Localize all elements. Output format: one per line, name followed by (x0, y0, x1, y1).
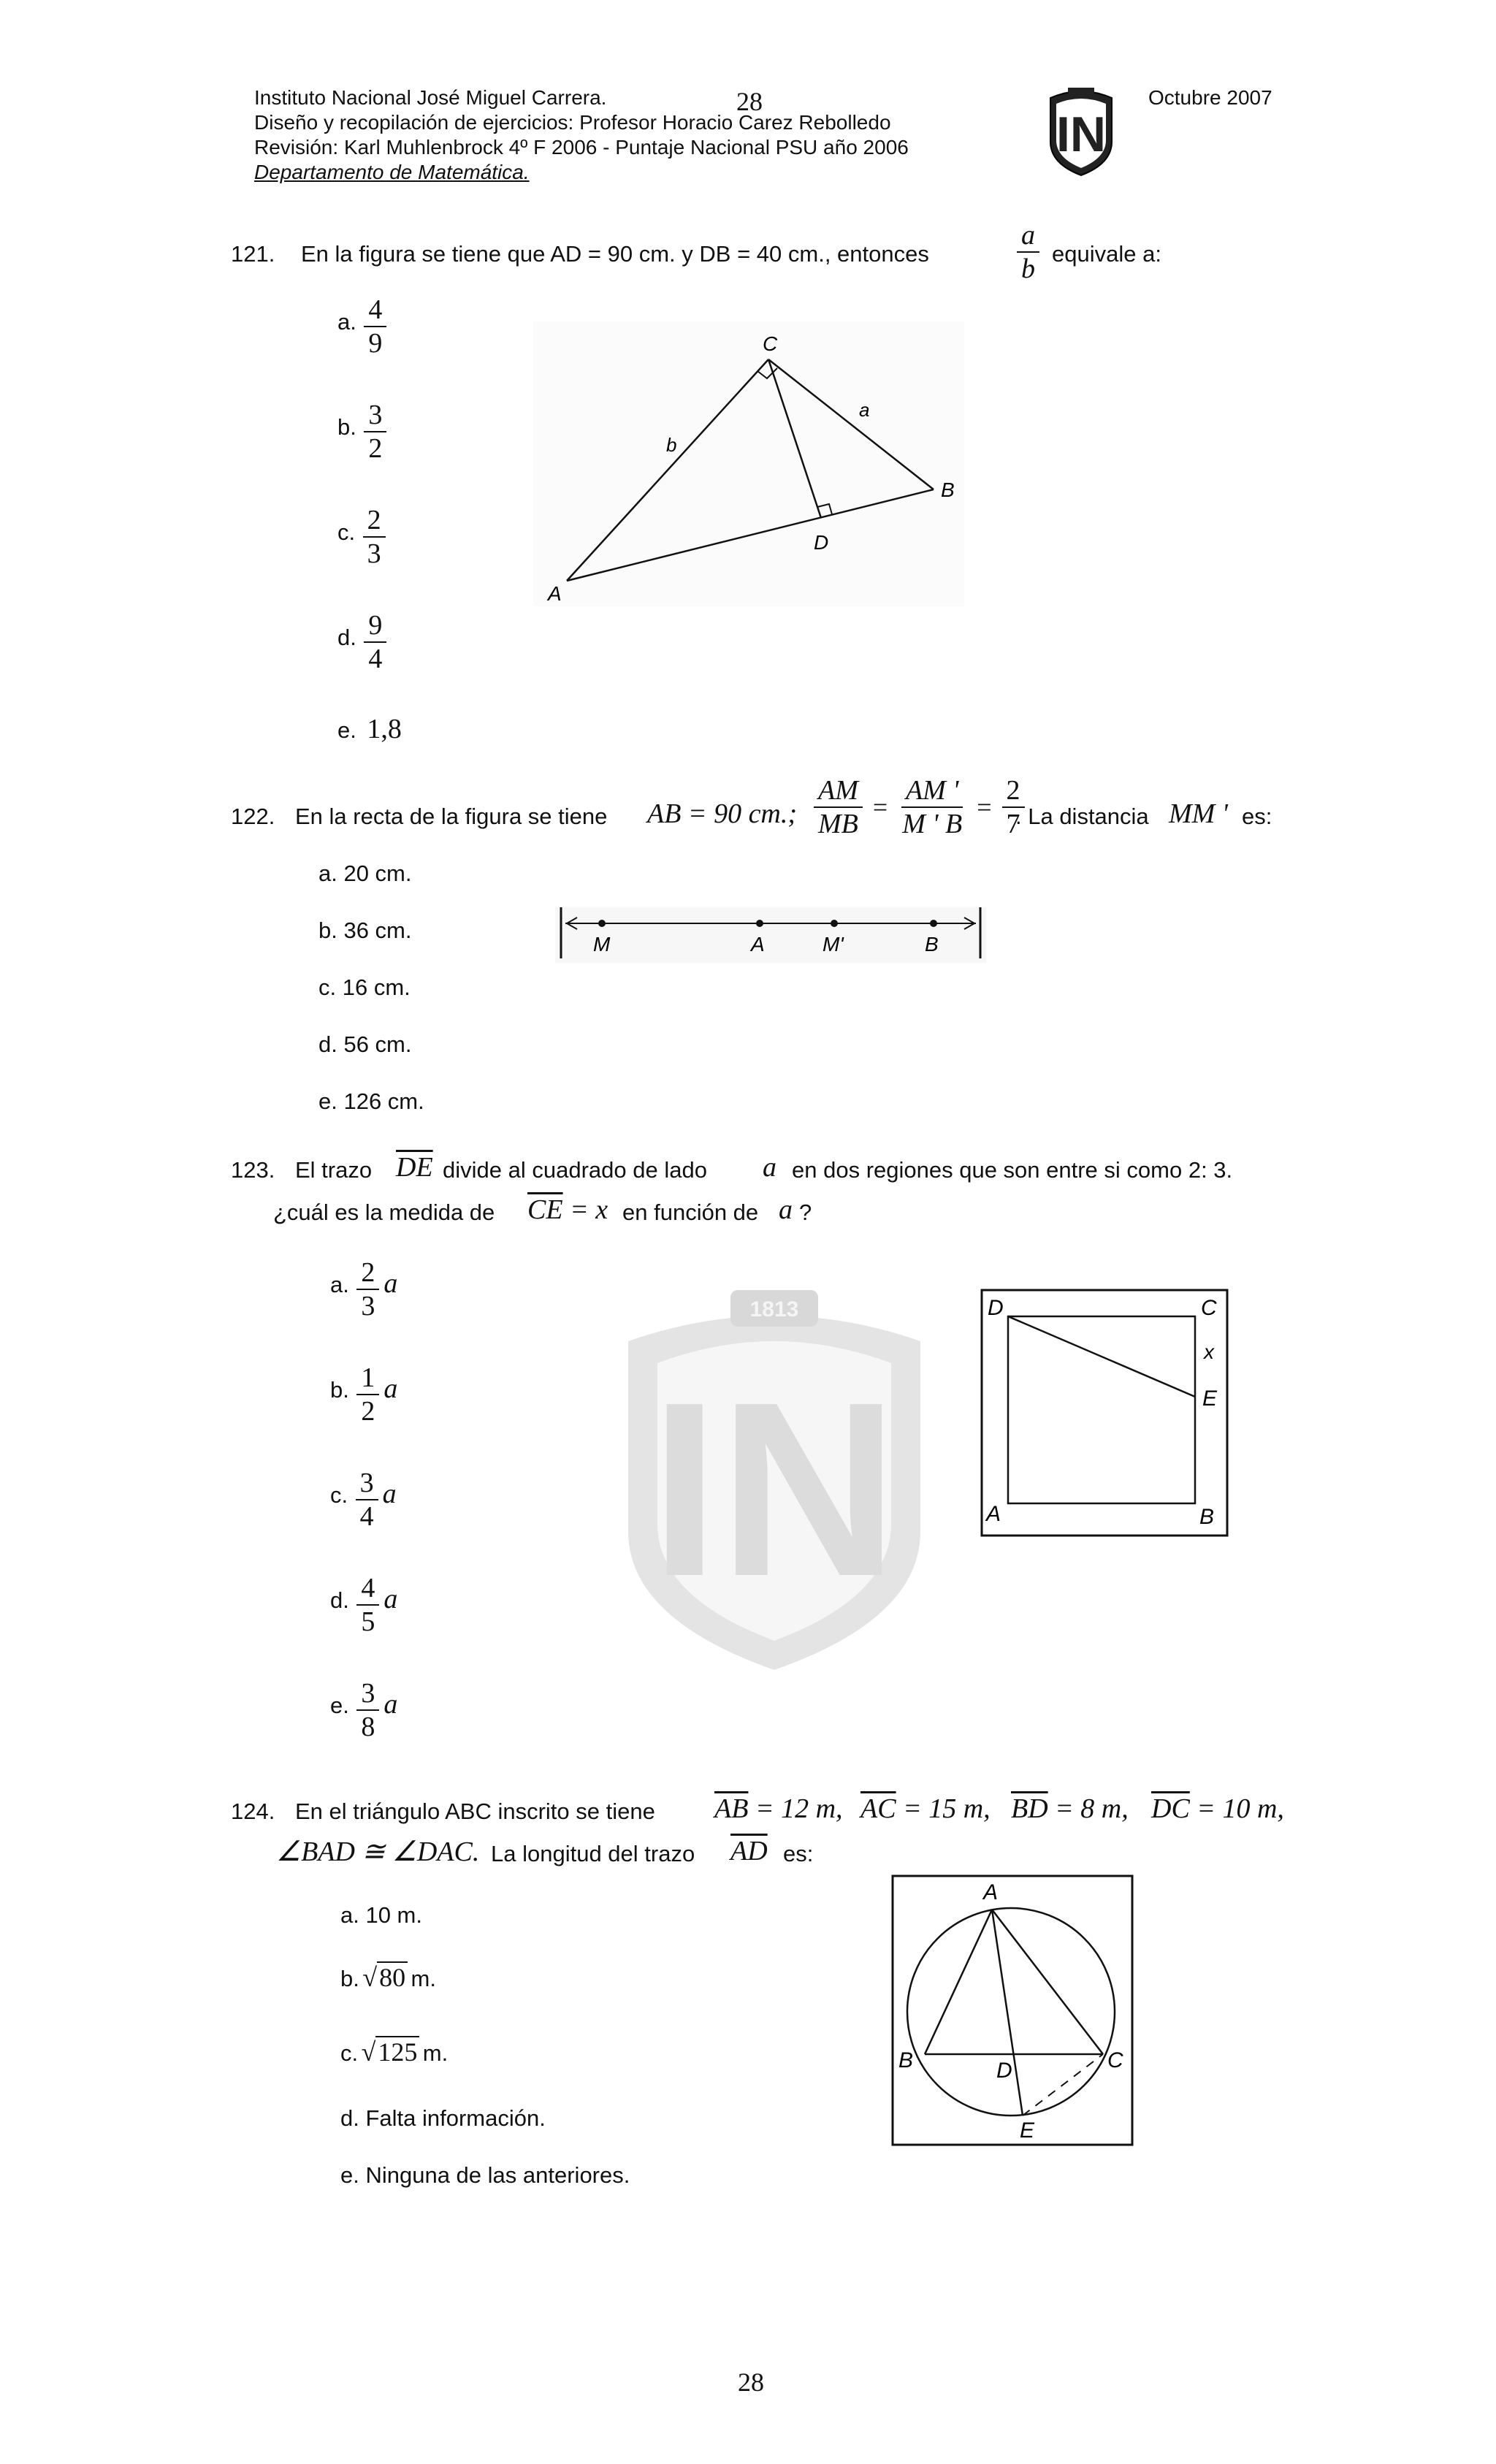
q121-option-c[interactable]: c. $\frac{2}{3}$ (337, 504, 390, 570)
q122-mm: MM ' (1169, 798, 1228, 829)
label-d: D (814, 531, 829, 554)
label-a: A (983, 1880, 999, 1904)
q121-option-d[interactable]: d. $\frac{9}{4}$ (337, 609, 391, 675)
label-b: B (898, 2048, 914, 2072)
point-b (930, 920, 937, 927)
label-x: x (1204, 1340, 1214, 1363)
label-m: M (593, 933, 611, 956)
q123-t5: en función de (622, 1199, 759, 1225)
label-side-b: b (666, 434, 677, 456)
label-e: E (1020, 2118, 1035, 2143)
logo-letters: IN (1056, 107, 1106, 162)
label-b: B (925, 933, 939, 956)
q123-square-figure (980, 1289, 1229, 1537)
label-d: D (996, 2059, 1012, 2083)
label-side-a: a (859, 399, 870, 421)
q123-t6: ? (799, 1199, 812, 1225)
q122-option-a[interactable]: a. 20 cm. (318, 861, 412, 886)
q124-t1: En el triángulo ABC inscrito se tiene (295, 1799, 655, 1824)
q121-option-e[interactable]: e. 1,8 (337, 714, 402, 744)
q122-number: 122. (231, 804, 275, 829)
q123-option-b[interactable]: b. $\frac{1}{2}$ a (330, 1362, 398, 1427)
label-a: A (986, 1502, 1001, 1526)
q123-option-a[interactable]: a. $\frac{2}{3}$ a (330, 1257, 398, 1321)
q123-var-a2: a (779, 1194, 793, 1225)
q122-option-d[interactable]: d. 56 cm. (318, 1031, 412, 1057)
q123-t4: ¿cuál es la medida de (273, 1199, 495, 1225)
header-department: Departamento de Matemática. (254, 161, 530, 183)
label-b: B (1199, 1505, 1215, 1529)
q122-text: En la recta de la figura se tiene (295, 804, 608, 829)
q124-option-e[interactable]: e. Ninguna de las anteriores. (340, 2162, 630, 2188)
label-c: C (1201, 1296, 1217, 1320)
q122-eq-ab: AB = 90 cm.; (647, 798, 798, 829)
q121-text: En la figura se tiene que AD = 90 cm. y DB = 40 cm., entonces (301, 241, 929, 267)
point-a (756, 920, 763, 927)
institute-logo (1046, 82, 1116, 177)
q121-option-a[interactable]: a. $\frac{4}{9}$ (337, 294, 391, 359)
q122-ratios: $\frac{AM}{MB}$ = $\frac{AM '}{M ' B}$ = $\frac{2}{7}$ (809, 774, 1029, 840)
q124-bd: $\overline{BD} = 8$ m, (1011, 1793, 1129, 1824)
header-revision: Revisión: Karl Muhlenbrock 4º F 2006 - Puntaje Nacional PSU año 2006 (254, 136, 909, 159)
q123-expr: $\overline{CE} = x$ (527, 1194, 608, 1225)
header-design: Diseño y recopilación de ejercicios: Profesor Horacio Carez Rebolledo (254, 111, 891, 134)
watermark-logo (614, 1283, 935, 1677)
label-b: B (941, 478, 955, 501)
q121-frac-den: b (1021, 253, 1035, 284)
header-page-number: 28 (736, 87, 763, 116)
footer-page-number: 28 (738, 2368, 764, 2397)
q124-t2: La longitud del trazo (491, 1841, 695, 1866)
q124-option-a[interactable]: a. 10 m. (340, 1902, 422, 1928)
watermark-letters: IN (650, 1351, 898, 1628)
q121-number: 121. (231, 241, 275, 267)
label-c: C (763, 332, 778, 355)
point-m-prime (831, 920, 838, 927)
label-a: A (751, 933, 765, 956)
q124-ad: $\overline{AD}$ (730, 1836, 768, 1866)
q124-t3: es: (783, 1841, 814, 1866)
q122-option-c[interactable]: c. 16 cm. (318, 974, 411, 1000)
q123-t2: divide al cuadrado de lado (443, 1157, 707, 1183)
q121-tail: equivale a: (1052, 241, 1161, 267)
q122-option-b[interactable]: b. 36 cm. (318, 918, 412, 943)
label-d: D (988, 1296, 1004, 1320)
q122-line-figure (555, 901, 986, 967)
label-m-prime: M' (823, 933, 844, 956)
header-date: Octubre 2007 (1148, 86, 1272, 109)
q124-option-d[interactable]: d. Falta información. (340, 2105, 546, 2131)
q124-ac: $\overline{AC} = 15$ m, (860, 1793, 991, 1824)
q123-option-e[interactable]: e. $\frac{3}{8}$ a (330, 1678, 398, 1742)
label-c: C (1107, 2048, 1123, 2072)
q123-option-d[interactable]: d. $\frac{4}{5}$ a (330, 1573, 398, 1637)
q123-t1: El trazo (295, 1157, 373, 1183)
q124-circle-figure (891, 1874, 1134, 2146)
q123-number: 123. (231, 1157, 275, 1183)
q121-option-b[interactable]: b. $\frac{3}{2}$ (337, 399, 391, 465)
label-e: E (1202, 1387, 1218, 1411)
q124-option-c[interactable]: c. √125 m. (340, 2037, 449, 2067)
q123-option-c[interactable]: c. $\frac{3}{4}$ a (330, 1468, 397, 1532)
q123-var-a: a (763, 1152, 776, 1183)
q122-tail2: es: (1242, 804, 1272, 829)
q124-dc: $\overline{DC} = 10$ m, (1151, 1793, 1284, 1824)
q124-ab: $\overline{AB} = 12$ m, (714, 1793, 843, 1824)
q121-frac-num: a (1017, 219, 1039, 253)
q121-fraction (1012, 219, 1044, 285)
q122-option-e[interactable]: e. 126 cm. (318, 1088, 424, 1114)
watermark-year: 1813 (749, 1297, 799, 1321)
q123-t3: en dos regiones que son entre si como 2: 3. (792, 1157, 1233, 1183)
q124-number: 124. (231, 1799, 275, 1824)
q122-tail: . La distancia (1015, 804, 1149, 829)
label-a: A (548, 582, 562, 605)
q121-triangle-figure (533, 321, 972, 614)
point-m (598, 920, 606, 927)
header-institution: Instituto Nacional José Miguel Carrera. (254, 86, 607, 109)
q123-segment-de: $\overline{DE}$ (396, 1152, 433, 1183)
q124-option-b[interactable]: b. √80 m. (340, 1963, 436, 1992)
q124-angles: ∠BAD ≅ ∠DAC. (276, 1836, 480, 1867)
